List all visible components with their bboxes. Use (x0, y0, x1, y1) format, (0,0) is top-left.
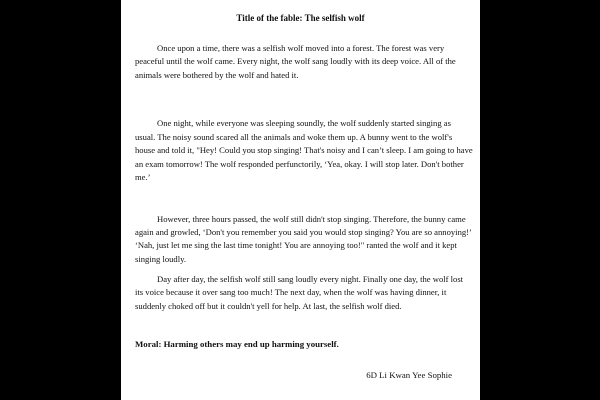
author-signature: 6D Li Kwan Yee Sophie (366, 370, 452, 380)
moral-text: Moral: Harming others may end up harming yourself. (135, 339, 339, 349)
paragraph-3: However, three hours passed, the wolf still didn't stop singing. Therefore, the bunny came again and growled, ‘Don't you remember you said you would stop singing? You are so annoying!’ ‘Nah, just let me sing the last time tonight! You are annoying too!" ranted the wolf and it kept singing loudly. (135, 214, 472, 264)
paragraph-1: Once upon a time, there was a selfish wolf moved into a forest. The forest was very peaceful until the wolf came. Every night, the wolf sang loudly with its deep voice. All of the animals were bothered by the wolf and hated it. (135, 43, 456, 80)
document-page (121, 0, 480, 400)
paragraph-4: Day after day, the selfish wolf still sang loudly every night. Finally one day, the wolf lost its voice because it over sang too much! The next day, when the wolf was having dinner, it suddenly choked off but it couldn't yell for help. At last, the selfish wolf died. (135, 274, 464, 311)
paragraph-2: One night, while everyone was sleeping soundly, the wolf suddenly started singing as usual. The noisy sound scared all the animals and woke them up. A bunny went to the wolf's house and told it, "Hey! Could you stop singing! That's noisy and I can’t sleep. I am going to have an exam tomorrow! The wolf responded perfunctorily, ‘Yea, okay. I will stop later. Don't bother me.’ (135, 118, 473, 183)
page-title: Title of the fable: The selfish wolf (236, 13, 365, 23)
